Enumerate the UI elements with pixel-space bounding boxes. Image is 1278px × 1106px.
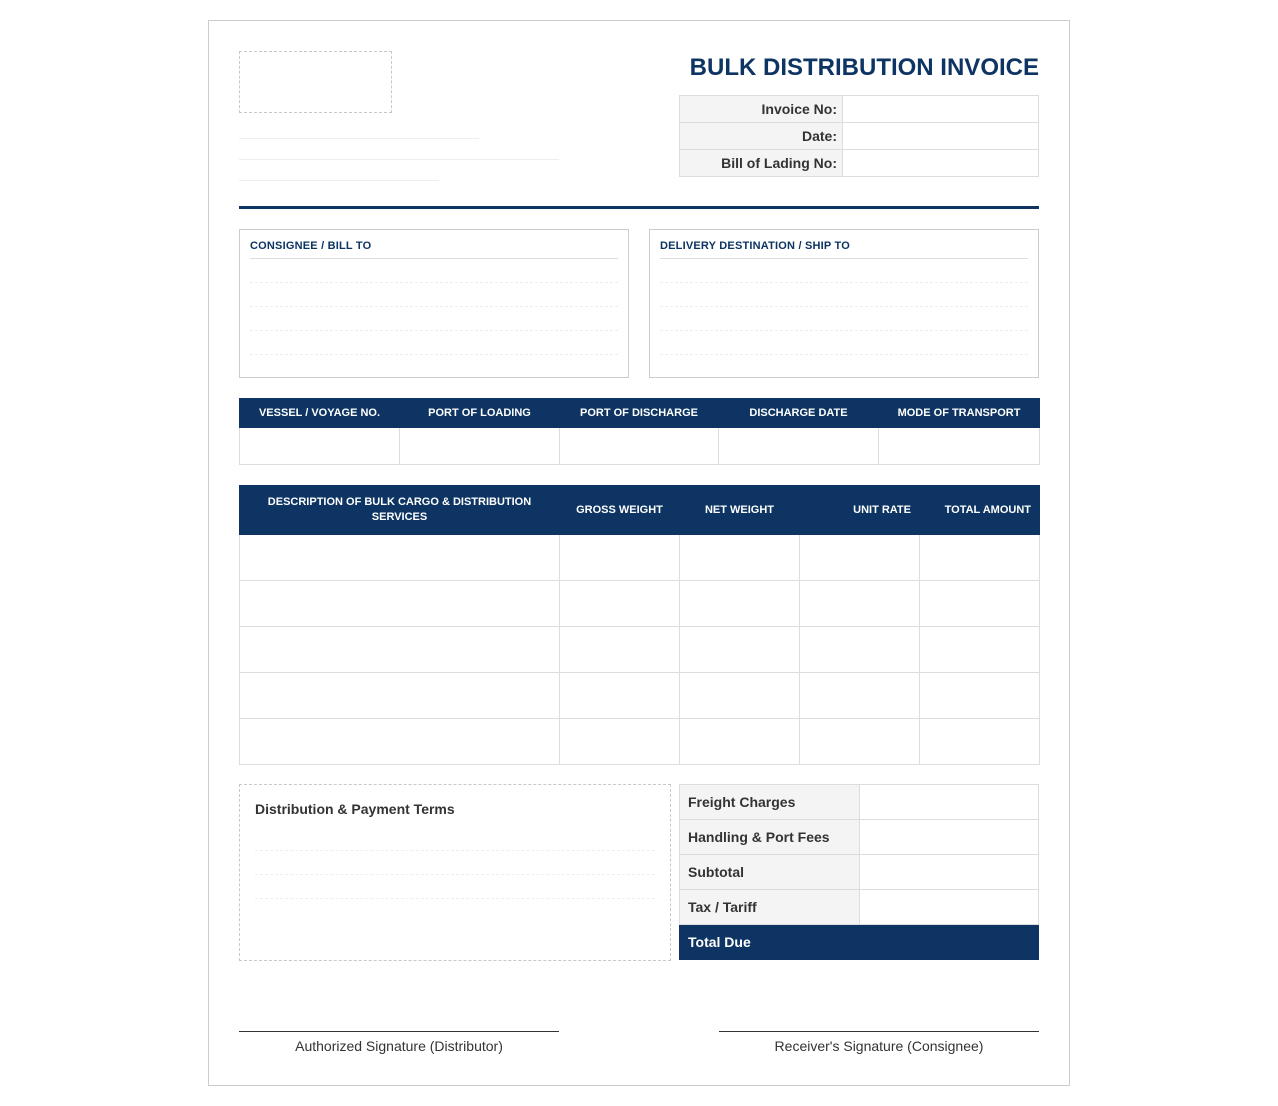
- item-gross-weight-cell[interactable]: [560, 719, 680, 765]
- shipping-value-row: [240, 428, 1040, 465]
- invoice-no-field[interactable]: [843, 96, 1039, 123]
- items-header-description: DESCRIPTION OF BULK CARGO & DISTRIBUTION SERVICES: [240, 486, 560, 535]
- freight-charges-field[interactable]: [860, 785, 1039, 820]
- table-row: [240, 719, 1040, 765]
- consignee-line[interactable]: [250, 307, 618, 331]
- total-due-field[interactable]: [860, 925, 1039, 960]
- port-of-loading-field[interactable]: [400, 428, 560, 465]
- terms-line[interactable]: [255, 851, 655, 875]
- consignee-line[interactable]: [250, 283, 618, 307]
- shipping-header: PORT OF LOADING: [400, 399, 560, 428]
- ship-to-line[interactable]: [660, 283, 1028, 307]
- item-gross-weight-cell[interactable]: [560, 581, 680, 627]
- logo-placeholder[interactable]: [239, 51, 392, 113]
- shipping-header: DISCHARGE DATE: [719, 399, 879, 428]
- totals-row-freight: [680, 785, 1039, 820]
- totals-label: Freight Charges: [680, 785, 860, 820]
- ship-to-box: [649, 229, 1039, 378]
- item-total-amount-cell[interactable]: [920, 673, 1040, 719]
- handling-port-fees-field[interactable]: [860, 820, 1039, 855]
- item-description-cell[interactable]: [240, 535, 560, 581]
- item-total-amount-cell[interactable]: [920, 627, 1040, 673]
- shipping-header: VESSEL / VOYAGE NO.: [240, 399, 400, 428]
- totals-row-subtotal: [680, 855, 1039, 890]
- item-net-weight-cell[interactable]: [680, 719, 800, 765]
- mode-of-transport-field[interactable]: [879, 428, 1040, 465]
- item-unit-rate-cell[interactable]: [800, 719, 920, 765]
- company-address-line-1[interactable]: [239, 138, 479, 139]
- consignee-line[interactable]: [250, 259, 618, 283]
- meta-row-bill-of-lading: [680, 150, 1039, 177]
- shipping-header: MODE OF TRANSPORT: [879, 399, 1040, 428]
- meta-label: Bill of Lading No:: [680, 150, 843, 177]
- table-row: [240, 673, 1040, 719]
- table-row: [240, 581, 1040, 627]
- discharge-date-field[interactable]: [719, 428, 879, 465]
- company-address-line-2[interactable]: [239, 159, 559, 160]
- ship-to-line[interactable]: [660, 307, 1028, 331]
- item-total-amount-cell[interactable]: [920, 535, 1040, 581]
- shipping-header-row: [240, 399, 1040, 428]
- consignee-heading: CONSIGNEE / BILL TO: [250, 240, 618, 259]
- item-net-weight-cell[interactable]: [680, 673, 800, 719]
- item-net-weight-cell[interactable]: [680, 581, 800, 627]
- distributor-signature-label: Authorized Signature (Distributor): [295, 1038, 503, 1054]
- totals-label: Tax / Tariff: [680, 890, 860, 925]
- item-net-weight-cell[interactable]: [680, 535, 800, 581]
- item-description-cell[interactable]: [240, 581, 560, 627]
- totals-label: Handling & Port Fees: [680, 820, 860, 855]
- ship-to-line[interactable]: [660, 259, 1028, 283]
- consignee-line[interactable]: [250, 331, 618, 355]
- meta-row-invoice-no: [680, 96, 1039, 123]
- distributor-signature[interactable]: [239, 1031, 559, 1054]
- consignee-signature[interactable]: [719, 1031, 1039, 1054]
- invoice-title: BULK DISTRIBUTION INVOICE: [689, 54, 1039, 81]
- consignee-signature-label: Receiver's Signature (Consignee): [774, 1038, 984, 1054]
- item-total-amount-cell[interactable]: [920, 581, 1040, 627]
- terms-heading: Distribution & Payment Terms: [255, 801, 455, 817]
- invoice-page: [208, 20, 1070, 1086]
- item-description-cell[interactable]: [240, 719, 560, 765]
- item-description-cell[interactable]: [240, 627, 560, 673]
- totals-label: Total Due: [680, 925, 860, 960]
- bill-of-lading-field[interactable]: [843, 150, 1039, 177]
- items-header-total-amount: TOTAL AMOUNT: [920, 486, 1040, 535]
- invoice-meta-table: [679, 95, 1039, 177]
- item-gross-weight-cell[interactable]: [560, 627, 680, 673]
- subtotal-field[interactable]: [860, 855, 1039, 890]
- terms-box: [239, 784, 671, 961]
- item-description-cell[interactable]: [240, 673, 560, 719]
- totals-table: [679, 784, 1039, 960]
- consignee-box: [239, 229, 629, 378]
- item-unit-rate-cell[interactable]: [800, 627, 920, 673]
- totals-row-total-due: [680, 925, 1039, 960]
- totals-row-tax: [680, 890, 1039, 925]
- items-header-row: [240, 486, 1040, 535]
- totals-row-handling: [680, 820, 1039, 855]
- item-unit-rate-cell[interactable]: [800, 535, 920, 581]
- totals-label: Subtotal: [680, 855, 860, 890]
- items-header-unit-rate: UNIT RATE: [800, 486, 920, 535]
- port-of-discharge-field[interactable]: [560, 428, 719, 465]
- ship-to-line[interactable]: [660, 331, 1028, 355]
- item-unit-rate-cell[interactable]: [800, 673, 920, 719]
- items-header-gross-weight: GROSS WEIGHT: [560, 486, 680, 535]
- item-net-weight-cell[interactable]: [680, 627, 800, 673]
- item-gross-weight-cell[interactable]: [560, 673, 680, 719]
- item-gross-weight-cell[interactable]: [560, 535, 680, 581]
- shipping-table: [239, 398, 1040, 465]
- date-field[interactable]: [843, 123, 1039, 150]
- items-header-net-weight: NET WEIGHT: [680, 486, 800, 535]
- meta-label: Date:: [680, 123, 843, 150]
- tax-tariff-field[interactable]: [860, 890, 1039, 925]
- item-total-amount-cell[interactable]: [920, 719, 1040, 765]
- vessel-voyage-field[interactable]: [240, 428, 400, 465]
- shipping-header: PORT OF DISCHARGE: [560, 399, 719, 428]
- line-items-table: [239, 485, 1040, 765]
- table-row: [240, 627, 1040, 673]
- terms-line[interactable]: [255, 875, 655, 899]
- meta-label: Invoice No:: [680, 96, 843, 123]
- item-unit-rate-cell[interactable]: [800, 581, 920, 627]
- terms-line[interactable]: [255, 827, 655, 851]
- table-row: [240, 535, 1040, 581]
- company-address-line-3[interactable]: [239, 180, 439, 181]
- header-divider: [239, 206, 1039, 209]
- meta-row-date: [680, 123, 1039, 150]
- ship-to-heading: DELIVERY DESTINATION / SHIP TO: [660, 240, 1028, 259]
